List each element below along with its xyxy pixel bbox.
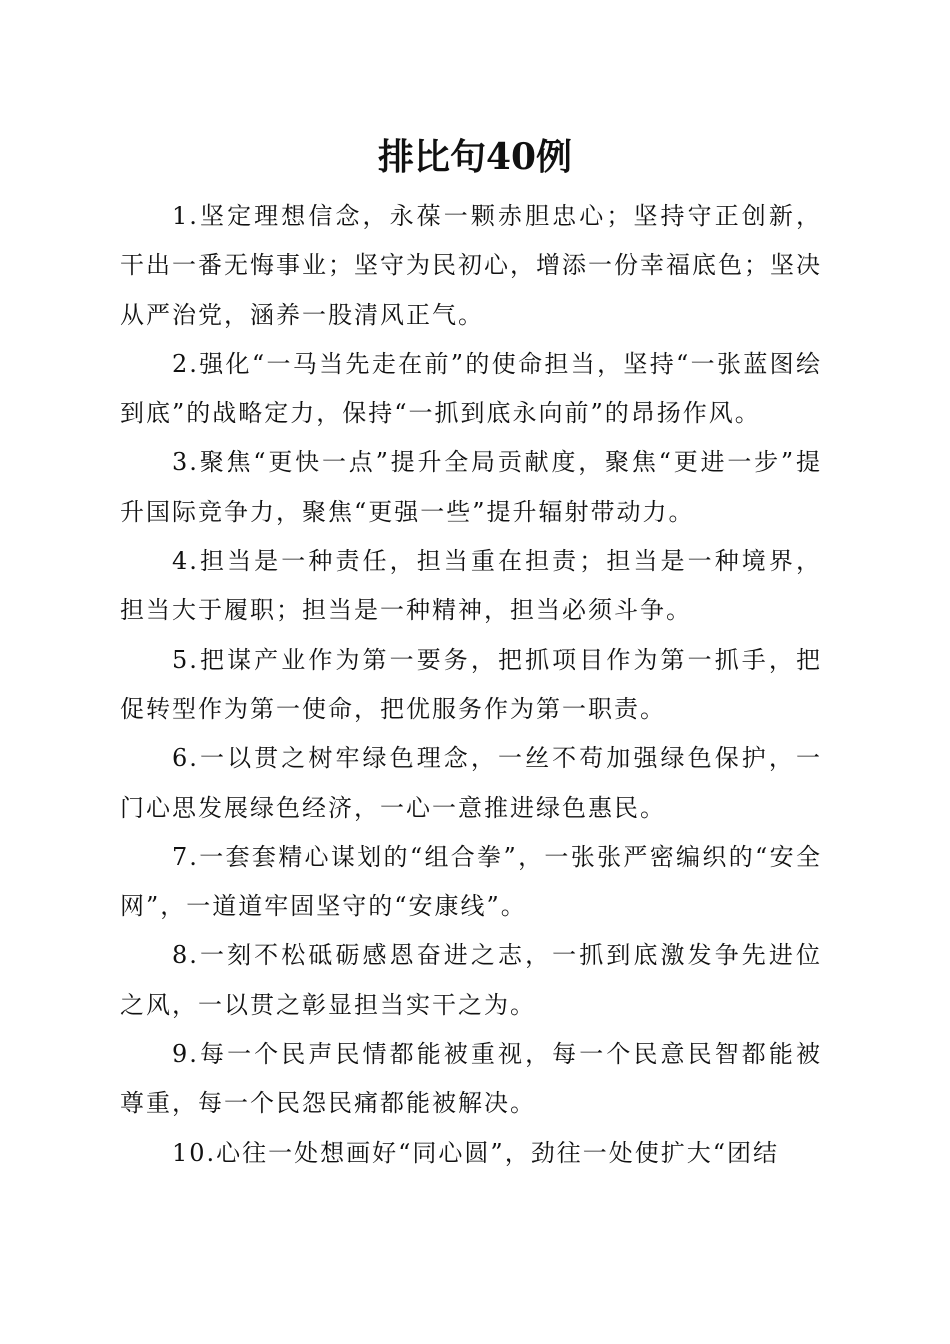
paragraph-3: 3.聚焦“更快一点”提升全局贡献度，聚焦“更进一步”提升国际竞争力，聚焦“更强一些”提升辐射带动力。 xyxy=(120,448,822,526)
document-body xyxy=(120,192,822,1178)
paragraph-1: 1.坚定理想信念，永葆一颗赤胆忠心；坚持守正创新，干出一番无悔事业；坚守为民初心，增添一份幸福底色；坚决从严治党，涵养一股清风正气。 xyxy=(120,202,822,329)
document-title: 排比句40例 xyxy=(377,136,573,178)
paragraph-7: 7.一套套精心谋划的“组合拳”，一张张严密编织的“安全网”，一道道牢固坚守的“安康线”。 xyxy=(120,842,822,921)
paragraph-9: 9.每一个民声民情都能被重视，每一个民意民智都能被尊重，每一个民怨民痛都能被解决。 xyxy=(120,1040,822,1118)
paragraph-5: 5.把谋产业作为第一要务，把抓项目作为第一抓手，把促转型作为第一使命，把优服务作为第一职责。 xyxy=(120,645,822,723)
paragraph-2: 2.强化“一马当先走在前”的使命担当，坚持“一张蓝图绘到底”的战略定力，保持“一抓到底永向前”的昂扬作风。 xyxy=(120,349,822,428)
paragraph-6: 6.一以贯之树牢绿色理念，一丝不苟加强绿色保护，一门心思发展绿色经济，一心一意推进绿色惠民。 xyxy=(120,744,822,822)
paragraph-8: 8.一刻不松砥砺感恩奋进之志，一抓到底激发争先进位之风，一以贯之彰显担当实干之为。 xyxy=(120,941,822,1019)
paragraph-10: 10.心往一处想画好“同心圆”，劲往一处使扩大“团结 xyxy=(172,1138,779,1167)
paragraph-4: 4.担当是一种责任，担当重在担责；担当是一种境界，担当大于履职；担当是一种精神，担当必须斗争。 xyxy=(120,547,822,625)
